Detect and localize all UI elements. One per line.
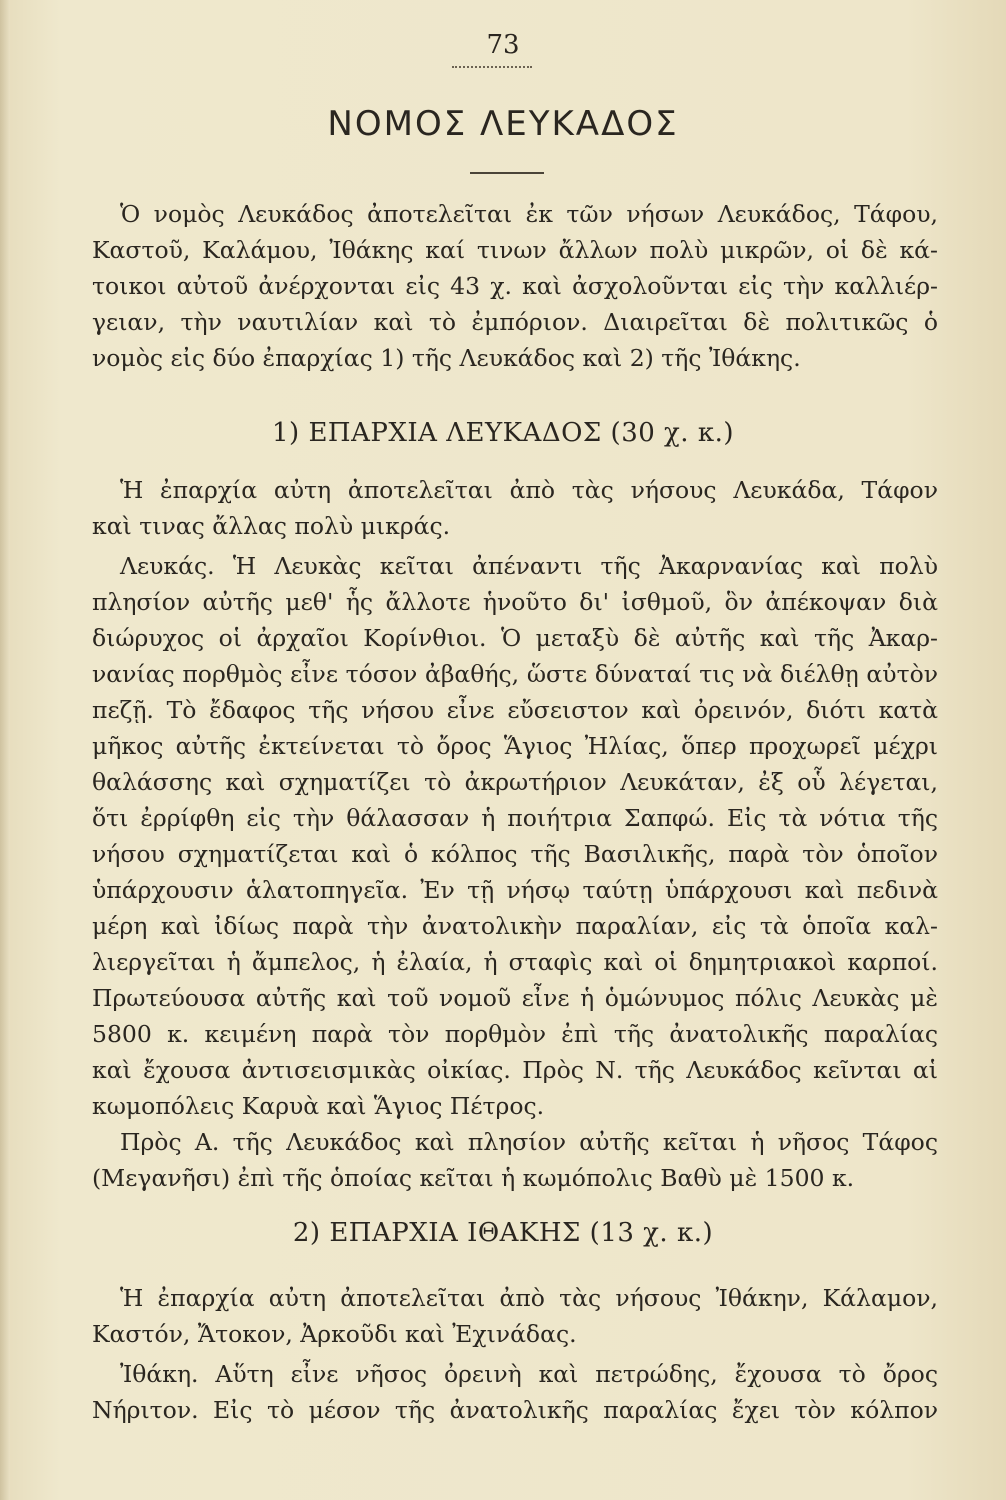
section1-intro (92, 472, 938, 544)
text-line: Ὁ νομὸς Λευκάδος ἀποτελεῖται ἐκ τῶν νήσων Λευκάδος, Τάφου, (120, 200, 938, 228)
text-line: 5800 κ. κειμένη παρὰ τὸν πορθμὸν ἐπὶ τῆς ἀνατολικῆς παραλίας (92, 1020, 938, 1048)
page-number-rule (452, 66, 532, 68)
text-line: γειαν, τὴν ναυτιλίαν καὶ τὸ ἐμπόριον. Διαιρεῖται δὲ πολιτικῶς ὁ (92, 308, 938, 336)
text-line: διώρυχος οἱ ἀρχαῖοι Κορίνθιοι. Ὁ μεταξὺ δὲ αὐτῆς καὶ τῆς Ἀκαρ- (92, 624, 938, 652)
text-line: Ἡ ἐπαρχία αὐτη ἀποτελεῖται ἀπὸ τὰς νήσους Λευκάδα, Τάφον (120, 476, 938, 504)
intro-paragraph (92, 196, 938, 376)
text-line: Ἰθάκη. Αὕτη εἶνε νῆσος ὀρεινὴ καὶ πετρώδης, ἔχουσα τὸ ὄρος (120, 1360, 938, 1388)
text-line: νομὸς εἰς δύο ἐπαρχίας 1) τῆς Λευκάδος καὶ 2) τῆς Ἰθάκης. (92, 344, 801, 372)
text-line: Καστοῦ, Καλάμου, Ἰθάκης καί τινων ἄλλων πολὺ μικρῶν, οἱ δὲ κά- (92, 236, 938, 264)
text-line: τοικοι αὐτοῦ ἀνέρχονται εἰς 43 χ. καὶ ἀσχολοῦνται εἰς τὴν καλλιέρ- (92, 272, 938, 300)
section-heading-lefkada: 1) ΕΠΑΡΧΙΑ ΛΕΥΚΑΔΟΣ (30 χ. κ.) (272, 418, 734, 448)
text-line: Ἡ ἐπαρχία αὐτη ἀποτελεῖται ἀπὸ τὰς νήσους Ἰθάκην, Κάλαμον, (120, 1284, 938, 1312)
text-line: Νήριτον. Εἰς τὸ μέσον τῆς ἀνατολικῆς παραλίας ἔχει τὸν κόλπον (92, 1396, 938, 1424)
text-line: Καστόν, Ἄτοκον, Ἀρκοῦδι καὶ Ἐχινάδας. (92, 1320, 577, 1348)
text-line: πλησίον αὐτῆς μεθ' ἧς ἄλλοτε ἡνοῦτο δι' ἰσθμοῦ, ὃν ἀπέκοψαν διὰ (92, 588, 938, 616)
text-line: καὶ ἔχουσα ἀντισεισμικὰς οἰκίας. Πρὸς Ν. τῆς Λευκάδος κεῖνται αἱ (92, 1056, 938, 1084)
text-line: νήσου σχηματίζεται καὶ ὁ κόλπος τῆς Βασιλικῆς, παρὰ τὸν ὁποῖον (92, 840, 938, 868)
section-heading-ithaca: 2) ΕΠΑΡΧΙΑ ΙΘΑΚΗΣ (13 χ. κ.) (292, 1218, 714, 1248)
text-line: ὑπάρχουσιν ἁλατοπηγεῖα. Ἐν τῇ νήσῳ ταύτῃ ὑπάρχουσι καὶ πεδινὰ (92, 876, 938, 904)
text-line: μέρη καὶ ἰδίως παρὰ τὴν ἀνατολικὴν παραλίαν, εἰς τὰ ὁποῖα καλ- (92, 912, 938, 940)
text-line: ὅτι ἐρρίφθη εἰς τὴν θάλασσαν ἡ ποιήτρια Σαπφώ. Εἰς τὰ νότια τῆς (92, 804, 938, 832)
text-line: Πρωτεύουσα αὐτῆς καὶ τοῦ νομοῦ εἶνε ἡ ὁμώνυμος πόλις Λευκὰς μὲ (92, 984, 938, 1012)
text-line: καὶ τινας ἄλλας πολὺ μικράς. (92, 512, 451, 540)
text-line: νανίας πορθμὸς εἶνε τόσον ἀβαθής, ὥστε δύναταί τις νὰ διέλθῃ αὐτὸν (92, 660, 938, 688)
page-title: ΝΟΜΟΣ ΛΕΥΚΑΔΟΣ (327, 104, 679, 144)
section2-intro (92, 1280, 938, 1352)
text-line: μῆκος αὐτῆς ἐκτείνεται τὸ ὄρος Ἅγιος Ἠλίας, ὅπερ προχωρεῖ μέχρι (92, 732, 938, 760)
text-line: (Μεγανῆσι) ἐπὶ τῆς ὁποίας κεῖται ἡ κωμόπολις Βαθὺ μὲ 1500 κ. (92, 1164, 855, 1192)
text-line: λιεργεῖται ἡ ἄμπελος, ἡ ἐλαία, ἡ σταφὶς καὶ οἱ δημητριακοὶ καρποί. (92, 948, 938, 976)
text-line: Λευκάς. Ἡ Λευκὰς κεῖται ἀπέναντι τῆς Ἀκαρνανίας καὶ πολὺ (120, 552, 938, 580)
text-line: Πρὸς Α. τῆς Λευκάδος καὶ πλησίον αὐτῆς κεῖται ἡ νῆσος Τάφος (120, 1128, 938, 1156)
text-line: κωμοπόλεις Καρυὰ καὶ Ἅγιος Πέτρος. (92, 1092, 545, 1120)
section2-body (92, 1356, 938, 1428)
title-rule (470, 172, 544, 174)
section1-body (92, 548, 938, 1196)
page-number: 73 (486, 30, 520, 60)
text-line: πεζῇ. Τὸ ἔδαφος τῆς νήσου εἶνε εὔσειστον καὶ ὀρεινόν, διότι κατὰ (92, 696, 938, 724)
text-line: θαλάσσης καὶ σχηματίζει τὸ ἀκρωτήριον Λευκάταν, ἐξ οὗ λέγεται, (92, 768, 938, 796)
page-gutter (0, 0, 10, 1500)
